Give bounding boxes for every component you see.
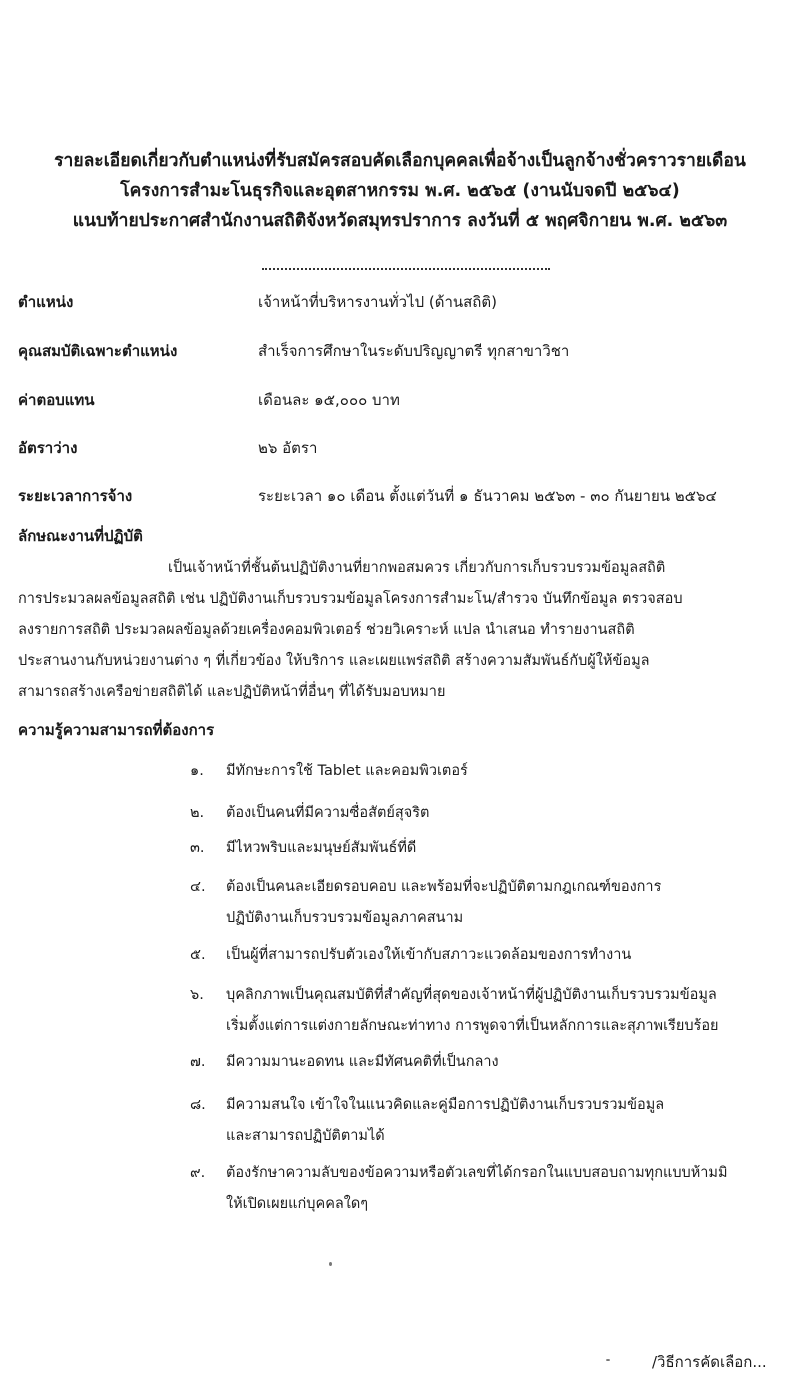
skill-text: ต้องเป็นคนที่มีความซื่อสัตย์สุจริต bbox=[226, 805, 430, 821]
detail-value: ระยะเวลา ๑๐ เดือน ตั้งแต่วันที่ ๑ ธันวาคม ๒๕๖๓ - ๓๐ กันยายน ๒๕๖๔ bbox=[258, 487, 717, 505]
detail-row-position bbox=[18, 288, 788, 316]
skill-text: ปฏิบัติงานเก็บรวบรวมข้อมูลภาคสนาม bbox=[226, 910, 464, 926]
skill-text: มีความมานะอดทน และมีทัศนคติที่เป็นกลาง bbox=[226, 1054, 499, 1070]
detail-label: ระยะเวลาการจ้าง bbox=[18, 487, 133, 505]
skill-number: ๕. bbox=[190, 947, 206, 963]
continuation-note: /วิธีการคัดเลือก... bbox=[652, 1353, 767, 1371]
skill-text: ต้องเป็นคนละเอียดรอบคอบ และพร้อมที่จะปฏิบัติตามกฎเกณฑ์ของการ bbox=[226, 879, 662, 895]
detail-value: เจ้าหน้าที่บริหารงานทั่วไป (ด้านสถิติ) bbox=[258, 293, 497, 311]
detail-row-vacancies bbox=[18, 434, 788, 462]
skill-text: ให้เปิดเผยแก่บุคคลใดๆ bbox=[226, 1196, 369, 1212]
skill-text: เป็นผู้ที่สามารถปรับตัวเองให้เข้ากับสภาวะแวดล้อมของการทำงาน bbox=[226, 947, 632, 963]
skill-number: ๓. bbox=[190, 840, 205, 856]
skill-number: ๙. bbox=[190, 1165, 206, 1181]
duties-line: การประมวลผลข้อมูลสถิติ เช่น ปฏิบัติงานเก็บรวบรวมข้อมูลโครงการสำมะโน/สำรวจ บันทึกข้อมูล ตรวจสอบ bbox=[18, 591, 683, 607]
skill-text: ต้องรักษาความลับของข้อความหรือตัวเลขที่ได้กรอกในแบบสอบถามทุกแบบห้ามมิ bbox=[226, 1165, 728, 1181]
skill-number: ๔. bbox=[190, 879, 206, 895]
dotted-divider bbox=[262, 268, 550, 270]
skill-text: มีความสนใจ เข้าใจในแนวคิดและคู่มือการปฏิบัติงานเก็บรวบรวมข้อมูล bbox=[226, 1097, 665, 1113]
skill-text: มีทักษะการใช้ Tablet และคอมพิวเตอร์ bbox=[226, 763, 468, 779]
title-line-3: แนบท้ายประกาศสำนักงานสถิติจังหวัดสมุทรปราการ ลงวันที่ ๕ พฤศจิกายน พ.ศ. ๒๕๖๓ bbox=[72, 211, 728, 231]
duties-line: ประสานงานกับหน่วยงานต่าง ๆ ที่เกี่ยวข้อง ให้บริการ และเผยแพร่สถิติ สร้างความสัมพันธ์กับผู้ให้ข้อมูล bbox=[18, 653, 650, 669]
scan-speck bbox=[329, 1262, 332, 1266]
skill-number: ๒. bbox=[190, 805, 205, 821]
title-line-2: โครงการสำมะโนธุรกิจและอุตสาหกรรม พ.ศ. ๒๕๖๕ (งานนับจดปี ๒๕๖๔) bbox=[120, 181, 680, 201]
title-line-1: รายละเอียดเกี่ยวกับตำแหน่งที่รับสมัครสอบคัดเลือกบุคคลเพื่อจ้างเป็นลูกจ้างชั่วคราวรายเดือน bbox=[54, 151, 746, 171]
detail-label: อัตราว่าง bbox=[18, 439, 78, 457]
duties-line: ลงรายการสถิติ ประมวลผลข้อมูลด้วยเครื่องคอมพิวเตอร์ ช่วยวิเคราะห์ แปล นำเสนอ ทำรายงานสถิติ bbox=[18, 622, 635, 638]
duties-line: เป็นเจ้าหน้าที่ชั้นต้นปฏิบัติงานที่ยากพอสมควร เกี่ยวกับการเก็บรวบรวมข้อมูลสถิติ bbox=[168, 560, 666, 576]
skill-number: ๘. bbox=[190, 1097, 206, 1113]
skill-number: ๗. bbox=[190, 1054, 206, 1070]
skill-text: และสามารถปฏิบัติตามได้ bbox=[226, 1128, 385, 1144]
detail-value: สำเร็จการศึกษาในระดับปริญญาตรี ทุกสาขาวิชา bbox=[258, 342, 570, 360]
skill-text: เริ่มตั้งแต่การแต่งกายลักษณะท่าทาง การพูดจาที่เป็นหลักการและสุภาพเรียบร้อย bbox=[226, 1018, 719, 1034]
document-title bbox=[0, 146, 800, 236]
detail-label: ตำแหน่ง bbox=[18, 293, 74, 311]
detail-label: คุณสมบัติเฉพาะตำแหน่ง bbox=[18, 342, 178, 360]
skill-text: มีไหวพริบและมนุษย์สัมพันธ์ที่ดี bbox=[226, 840, 417, 856]
detail-label: ค่าตอบแทน bbox=[18, 391, 95, 409]
duties-paragraph bbox=[18, 553, 790, 708]
detail-row-employment-period bbox=[18, 482, 788, 510]
skill-number: ๑. bbox=[190, 763, 204, 779]
scan-speck bbox=[606, 1359, 610, 1361]
duties-heading: ลักษณะงานที่ปฏิบัติ bbox=[18, 527, 143, 545]
duties-line: สามารถสร้างเครือข่ายสถิติได้ และปฏิบัติหน้าที่อื่นๆ ที่ได้รับมอบหมาย bbox=[18, 684, 446, 700]
detail-value: ๒๖ อัตรา bbox=[258, 439, 318, 457]
detail-row-qualification bbox=[18, 337, 788, 365]
detail-row-compensation bbox=[18, 386, 788, 414]
skill-number: ๖. bbox=[190, 987, 204, 1003]
detail-value: เดือนละ ๑๕,๐๐๐ บาท bbox=[258, 391, 400, 409]
skills-heading: ความรู้ความสามารถที่ต้องการ bbox=[18, 721, 215, 739]
skill-text: บุคลิกภาพเป็นคุณสมบัติที่สำคัญที่สุดของเจ้าหน้าที่ผู้ปฏิบัติงานเก็บรวบรวมข้อมูล bbox=[226, 987, 717, 1003]
